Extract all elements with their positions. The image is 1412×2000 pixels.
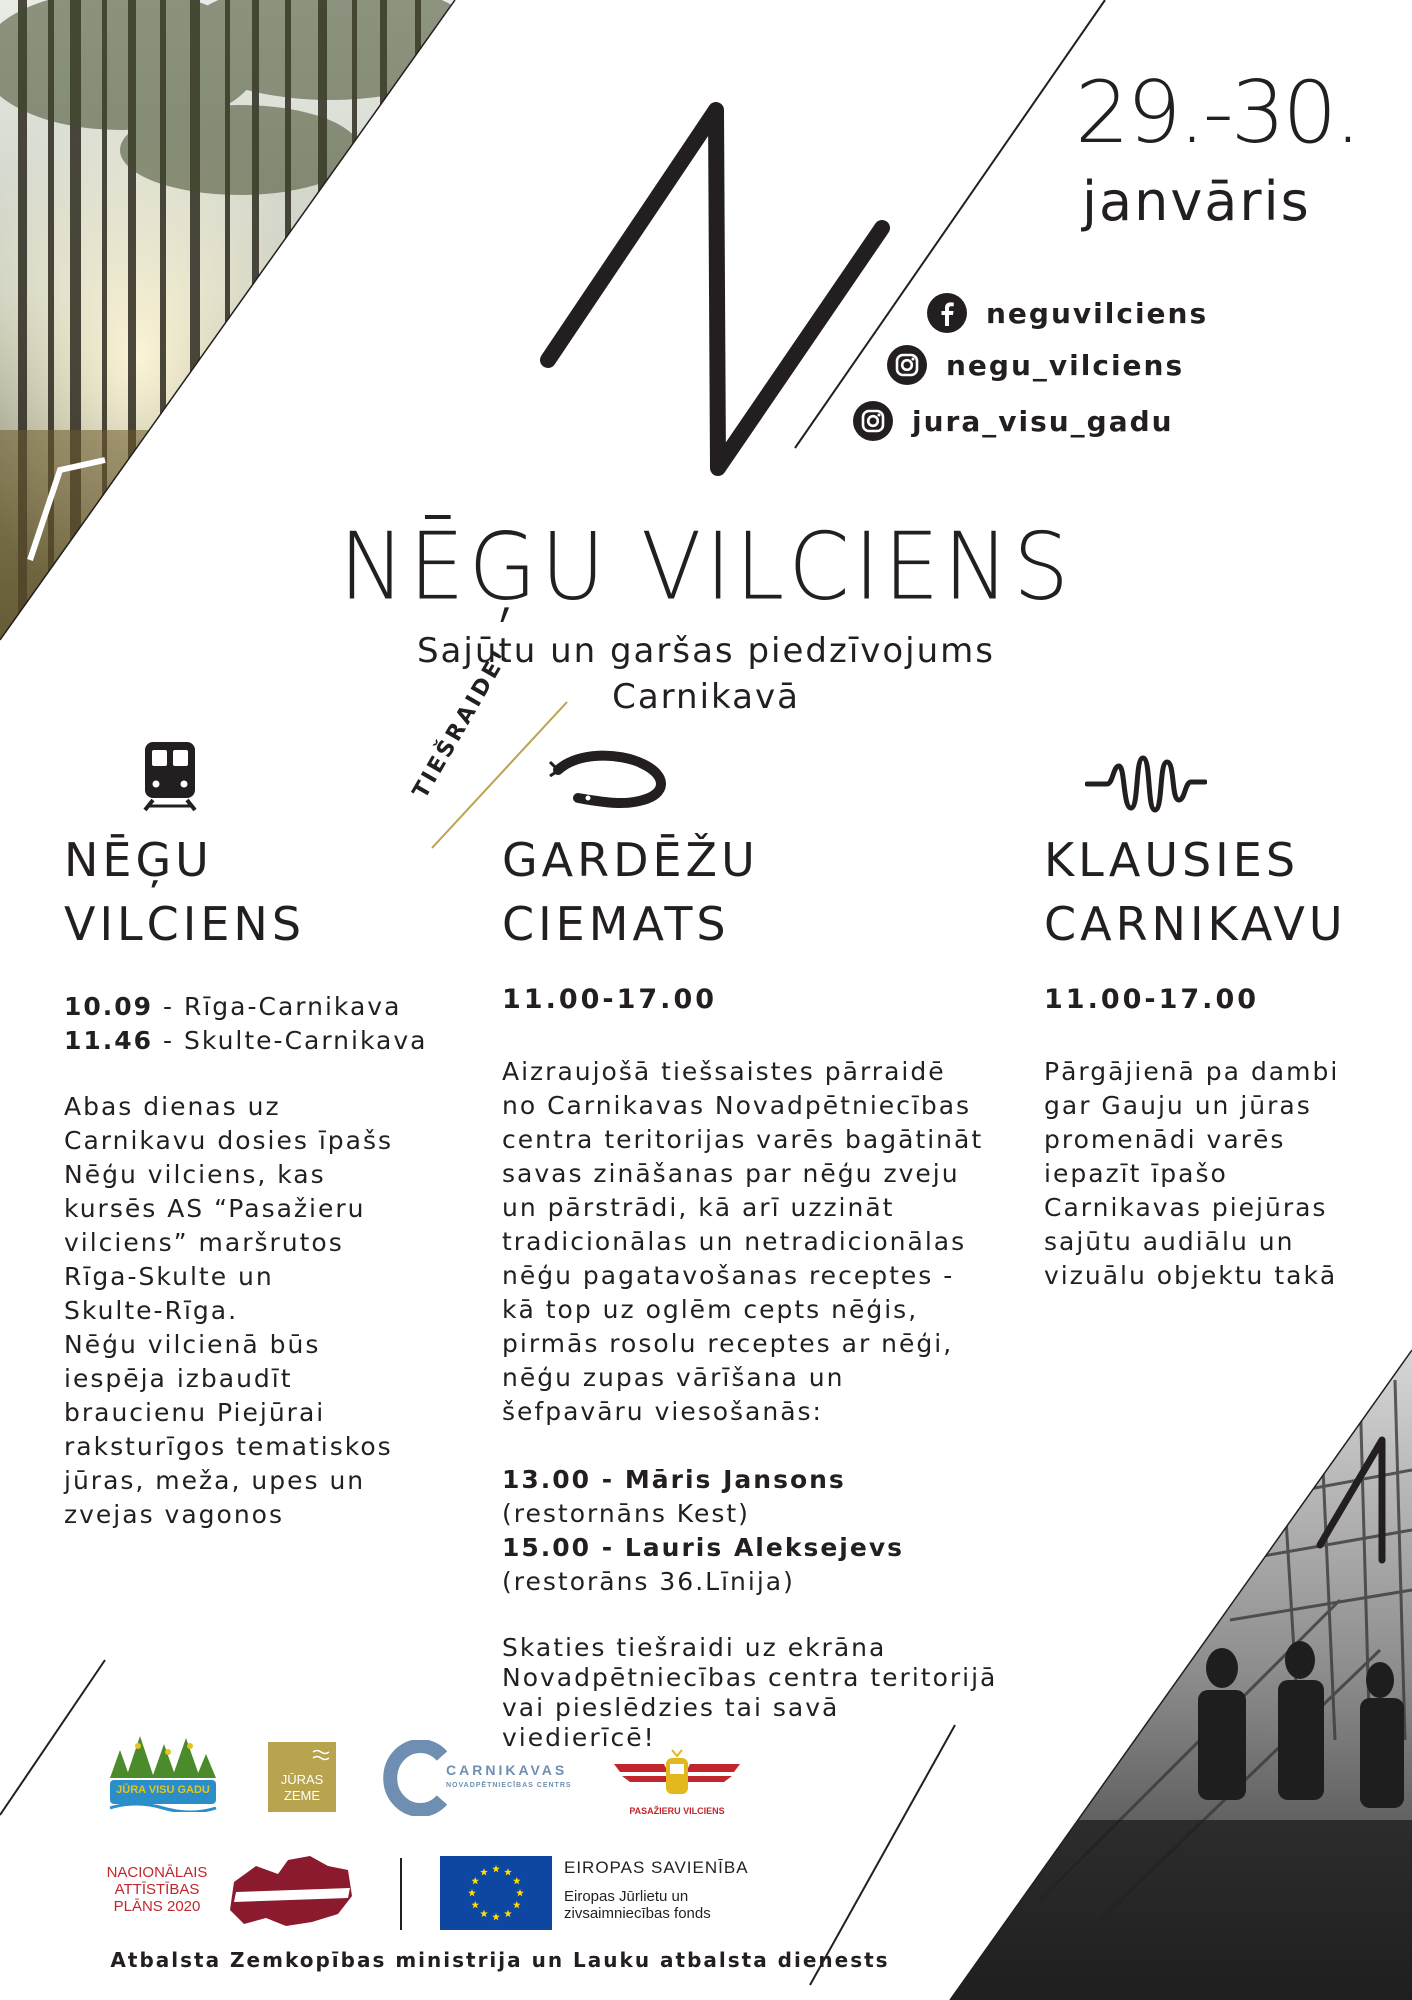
schedule-row [64,990,444,1024]
pasazieru-vilciens-logo [612,1748,742,1824]
schedule-route: - Skulte-Carnikava [153,1026,428,1055]
wave-icon [312,1748,330,1762]
social-handle: negu_vilciens [946,348,1185,382]
eu-text [564,1858,749,1922]
social-instagram-2[interactable] [852,400,1174,442]
nap-text [102,1864,212,1915]
facebook-icon [926,292,968,334]
column-description: Aizraujošā tiešsaistes pārraidē no Carnikavas Novadpētniecības centra teritorijas varēs bagātināt savas zināšanas par nēģu zveju un pārstrādi, kā arī uzzināt tradicionālas un netradicionālas nēģu pagatavošanas receptes - kā top uz oglēm cepts nēģis, pirmās rosolu receptes ar nēģi, nēģu zupas vārīšana un šefpavāru viesošanās: [502,1057,984,1426]
logo-line: PLĀNS 2020 [113,1898,201,1915]
chef-list [502,1463,1002,1599]
instagram-icon [886,344,928,386]
pv-wings-icon [612,1748,742,1804]
social-facebook[interactable] [926,292,1208,334]
chef-name: Lauris Aleksejevs [624,1533,904,1562]
subtitle-line-1: Sajūtu un garšas piedzīvojums [416,631,996,671]
column-time: 11.00-17.00 [1044,984,1260,1015]
train-schedule [64,990,444,1058]
heading-line-2: VILCIENS [64,897,306,951]
chef-place: (restornāns Kest) [502,1499,750,1528]
chef-item: 13.00 - Māris Jansons [502,1465,846,1494]
event-subtitle [0,628,1412,720]
carnikavas-c-icon [382,1740,452,1816]
heading-line-1: NĒĢU [64,833,213,887]
lamprey-icon [548,748,678,814]
logo-line: ATTĪSTĪBAS [114,1881,200,1898]
eu-flag-icon [440,1856,552,1930]
chef-name: Māris Jansons [624,1465,846,1494]
train-icon [143,740,197,812]
event-month: janvāris [1082,170,1311,233]
chef-item: 15.00 - Lauris Aleksejevs [502,1533,904,1562]
heading-line-1: KLAUSIES [1044,833,1300,887]
carnikavas-text: CARNIKAVAS [446,1762,568,1778]
column-listen [1044,828,1404,1293]
juras-zeme-text [268,1772,336,1804]
logo-divider [400,1858,402,1930]
column-description: Pārgājienā pa dambi gar Gauju un jūras promenādi varēs iepazīt īpašo Carnikavas piejūras sajūtu audiālu un vizuālu objektu takā [1044,1057,1340,1290]
jura-visu-gadu-text: JŪRA VISU GADU [116,1784,210,1796]
eu-title: EIROPAS SAVIENĪBA [564,1858,749,1877]
instagram-icon [852,400,894,442]
stream-note: Skaties tiešraidi uz ekrāna Novadpētniecības centra teritorijā vai pieslēdzies tai savā viedierīcē! [502,1633,998,1752]
schedule-row [64,1024,444,1058]
schedule-route: - Rīga-Carnikava [153,992,402,1021]
subtitle-line-2: Carnikavā [612,677,800,717]
column-village [502,828,1002,1753]
soundwave-icon [1085,748,1207,816]
latvia-map-icon [226,1852,356,1932]
logo-line: ZEME [283,1788,321,1803]
jura-visu-gadu-logo [108,1730,218,1812]
column-heading [64,828,444,956]
social-instagram-1[interactable] [886,344,1184,386]
social-handle: neguvilciens [986,296,1209,330]
logo-line: NACIONĀLAIS [106,1864,208,1881]
nv-logo-mark [548,110,882,468]
eu-subtitle: zivsaimniecības fonds [564,1905,711,1922]
eu-subtitle: Eiropas Jūrlietu un [564,1888,689,1905]
schedule-time: 11.46 [64,1026,154,1055]
event-title: NĒĢU VILCIENS [339,512,1073,621]
juras-zeme-logo [268,1742,336,1812]
heading-line-1: GARDĒŽU [502,833,759,887]
carnikavas-subtext: NOVADPĒTNIECĪBAS CENTRS [446,1782,572,1789]
heading-line-2: CARNIKAVU [1044,897,1347,951]
heading-line-2: CIEMATS [502,897,730,951]
column-time: 11.00-17.00 [502,984,718,1015]
chef-time: 15.00 [502,1533,592,1562]
fishing-photo [940,1340,1412,2000]
pine-trees-icon [108,1730,218,1812]
logo-line: JŪRAS [280,1772,324,1787]
event-date: 29.-30. [1075,63,1359,163]
column-train [64,828,444,1532]
pv-text: PASAŽIERU VILCIENS [629,1806,725,1816]
chef-time: 13.00 [502,1465,592,1494]
live-tag: TIEŠRAIDE! [408,643,515,803]
schedule-time: 10.09 [64,992,154,1021]
chef-place: (restorāns 36.Līnija) [502,1567,795,1596]
column-description: Abas dienas uz Carnikavu dosies īpašs Nēģu vilciens, kas kursēs AS “Pasažieru vilciens” maršrutos Rīga-Skulte un Skulte-Rīga. Nēģu vilcienā būs iespēja izbaudīt braucienu Piejūrai raksturīgos tematiskos jūras, meža, upes un zvejas vagonos [64,1092,394,1529]
carnikavas-logo [382,1740,602,1816]
social-handle: jura_visu_gadu [912,404,1174,438]
column-heading [1044,828,1404,956]
column-heading [502,828,1002,956]
footer-note: Atbalsta Zemkopības ministrija un Lauku atbalsta dienests [110,1948,890,1972]
